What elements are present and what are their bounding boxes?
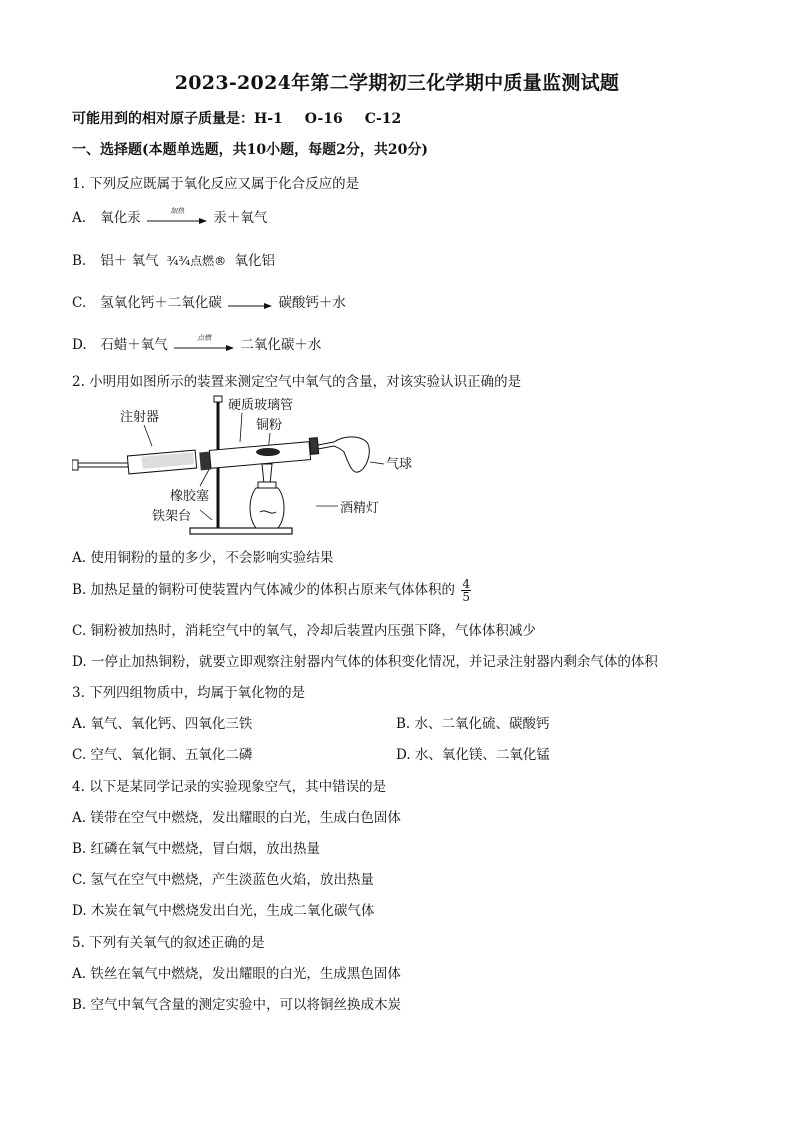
q3-option-a[interactable]: A. 氧气、氧化钙、四氧化三铁 <box>72 716 253 732</box>
q1-option-a[interactable] <box>72 206 267 226</box>
q1-a-right: 汞＋氧气 <box>213 210 268 226</box>
q4-option-d[interactable]: D. 木炭在氧气中燃烧发出白光，生成二氧化碳气体 <box>72 903 375 919</box>
q1-c-label: C. <box>72 295 87 311</box>
q1-b-left: 铝＋ 氧气 <box>100 253 159 269</box>
q5-option-a[interactable]: A. 铁丝在氧气中燃烧，发出耀眼的白光，生成黑色固体 <box>72 966 401 982</box>
q1-stem: 1. 下列反应既属于氧化反应又属于化合反应的是 <box>72 176 360 192</box>
fraction-numerator: 4 <box>462 577 470 591</box>
q3-stem: 3. 下列四组物质中，均属于氧化物的是 <box>72 685 306 701</box>
fraction <box>461 578 471 603</box>
reaction-arrow <box>174 333 234 353</box>
q3-option-b[interactable]: B. 水、二氧化硫、碳酸钙 <box>396 716 550 732</box>
label-syringe: 注射器 <box>120 410 160 425</box>
q1-option-b[interactable] <box>72 249 275 269</box>
label-copper: 铜粉 <box>256 418 283 433</box>
section-heading: 一、选择题(本题单选题，共10小题，每题2分，共20分) <box>72 142 428 158</box>
q2-option-d[interactable]: D. 一停止加热铜粉，就要立即观察注射器内气体的体积变化情况，并记录注射器内剩余气体的体积 <box>72 654 658 670</box>
label-stand: 铁架台 <box>152 509 192 524</box>
q1-d-right: 二氧化碳＋水 <box>240 337 322 353</box>
q1-option-d[interactable] <box>72 333 321 353</box>
q4-option-a[interactable]: A. 镁带在空气中燃烧，发出耀眼的白光，生成白色固体 <box>72 810 401 826</box>
q1-option-c[interactable] <box>72 291 346 311</box>
q1-b-garbled-arrow: ¾¾点燃® <box>166 254 227 268</box>
q2-option-c[interactable]: C. 铜粉被加热时，消耗空气中的氧气，冷却后装置内压强下降，气体体积减少 <box>72 623 536 639</box>
q1-d-condition: 点燃 <box>197 333 212 342</box>
balloon <box>318 437 369 472</box>
q1-a-label: A. <box>72 210 87 226</box>
q5-option-b[interactable]: B. 空气中氧气含量的测定实验中，可以将铜丝换成木炭 <box>72 997 402 1013</box>
q1-b-label: B. <box>72 253 87 269</box>
q5-stem: 5. 下列有关氧气的叙述正确的是 <box>72 935 265 951</box>
q4-option-b[interactable]: B. 红磷在氧气中燃烧，冒白烟，放出热量 <box>72 841 321 857</box>
apparatus-diagram <box>72 394 432 540</box>
mass-c: C-12 <box>364 111 402 127</box>
reaction-arrow <box>147 206 207 226</box>
q1-a-condition: 加热 <box>170 206 185 215</box>
label-lamp: 酒精灯 <box>340 501 380 516</box>
mass-h: H-1 <box>254 111 283 127</box>
arrow-icon <box>174 344 234 352</box>
q1-c-left: 氢氧化钙＋二氧化碳 <box>100 295 222 311</box>
alcohol-lamp <box>250 464 284 528</box>
q4-stem: 4. 以下是某同学记录的实验现象空气，其中错误的是 <box>72 779 387 795</box>
page-title: 2023-2024年第二学期初三化学期中质量监测试题 <box>174 72 620 94</box>
mass-o: O-16 <box>304 111 343 127</box>
syringe <box>72 450 197 474</box>
q1-d-label: D. <box>72 337 87 353</box>
q3-option-c[interactable]: C. 空气、氧化铜、五氧化二磷 <box>72 747 253 763</box>
q3-option-d[interactable]: D. 水、氧化镁、二氧化锰 <box>396 747 550 763</box>
q1-a-left: 氧化汞 <box>100 210 141 226</box>
q4-option-c[interactable]: C. 氢气在空气中燃烧，产生淡蓝色火焰，放出热量 <box>72 872 374 888</box>
label-balloon: 气球 <box>386 457 413 472</box>
reaction-arrow <box>228 297 272 311</box>
fraction-denominator: 5 <box>462 590 470 604</box>
q1-c-right: 碳酸钙＋水 <box>278 295 346 311</box>
atomic-masses <box>72 108 401 128</box>
label-stopper: 橡胶塞 <box>170 489 210 504</box>
q1-b-right: 氧化铝 <box>234 253 275 269</box>
q1-d-left: 石蜡＋氧气 <box>100 337 168 353</box>
rubber-stopper <box>199 452 211 471</box>
q2-option-a[interactable]: A. 使用铜粉的量的多少，不会影响实验结果 <box>72 550 334 566</box>
arrow-icon <box>228 302 272 310</box>
q2-b-text: B. 加热足量的铜粉可使装置内气体减少的体积占原来气体体积的 <box>72 582 456 598</box>
q2-stem: 2. 小明用如图所示的装置来测定空气中氧气的含量，对该实验认识正确的是 <box>72 374 522 390</box>
label-glass-tube: 硬质玻璃管 <box>228 398 294 413</box>
q2-option-b[interactable] <box>72 578 471 603</box>
arrow-icon <box>147 217 207 225</box>
atomic-masses-label: 可能用到的相对原子质量是： <box>72 111 254 127</box>
